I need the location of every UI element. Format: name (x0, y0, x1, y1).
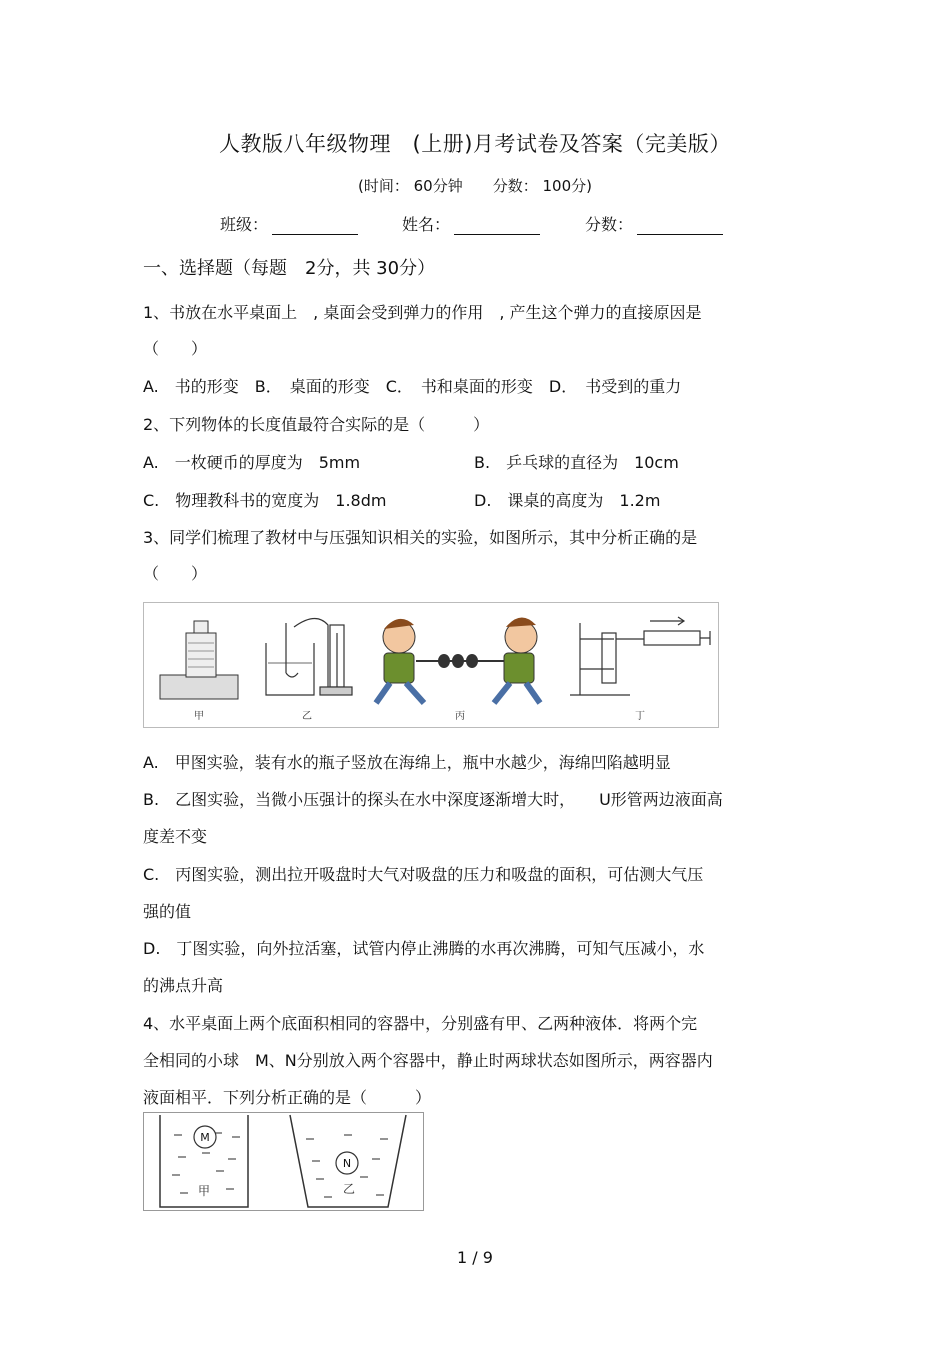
class-field (220, 212, 358, 235)
liquid-a-label: 甲 (197, 1184, 211, 1198)
tug-of-war-diagram (376, 617, 540, 703)
q3-option-d-line2: 的沸点升高 (143, 976, 224, 995)
q4-containers-illustration (144, 1113, 423, 1210)
name-field (402, 212, 540, 235)
q3-option-a: A. 甲图实验，装有水的瓶子竖放在海绵上，瓶中水越少，海绵凹陷越明显 (143, 753, 671, 772)
q4-stem-line1: 4、水平桌面上两个底面积相同的容器中，分别盛有甲、乙两种液体．将两个完 (143, 1014, 698, 1033)
fig-label-a: 甲 (194, 711, 204, 722)
q4-figure (143, 1112, 424, 1211)
q3-option-b-line1: B. 乙图实验，当微小压强计的探头在水中深度逐渐增大时， U形管两边液面高 (143, 790, 723, 809)
score-field (585, 212, 723, 235)
q1-answer-paren: （ ） (143, 339, 208, 358)
q3-answer-paren: （ ） (143, 564, 208, 583)
q3-option-c-line1: C. 丙图实验，测出拉开吸盘时大气对吸盘的压力和吸盘的面积，可估测大气压 (143, 865, 704, 884)
fig-label-b: 乙 (302, 711, 312, 722)
fig-label-c: 丙 (455, 711, 465, 722)
class-label: 班级： (220, 215, 269, 234)
section-heading: 一、选择题（每题 2分，共 30分） (143, 258, 436, 279)
page-number: 1 / 9 (457, 1248, 493, 1267)
q2-stem: 2、下列物体的长度值最符合实际的是（ ） (143, 415, 490, 434)
bottle-on-sponge-diagram (160, 621, 238, 699)
q1-stem: 1、书放在水平桌面上 , 桌面会受到弹力的作用 , 产生这个弹力的直接原因是 (143, 303, 702, 322)
q2-option-b: B. 乒乓球的直径为 10cm (474, 453, 679, 472)
page-title: 人教版八年级物理 (上册)月考试卷及答案（完美版） (219, 132, 731, 156)
q4-stem-line2: 全相同的小球 M、N分别放入两个容器中，静止时两球状态如图所示，两容器内 (143, 1051, 713, 1070)
liquid-b-label: 乙 (342, 1182, 356, 1196)
pressure-gauge-diagram (266, 618, 352, 695)
q3-option-c-line2: 强的值 (143, 902, 192, 921)
name-label: 姓名： (402, 215, 451, 234)
q3-option-d-line1: D. 丁图实验，向外拉活塞，试管内停止沸腾的水再次沸腾，可知气压减小，水 (143, 939, 705, 958)
q3-option-b-line2: 度差不变 (143, 827, 208, 846)
q2-option-a: A. 一枚硬币的厚度为 5mm (143, 453, 361, 472)
score-label: 分数： (585, 215, 634, 234)
syringe-apparatus-diagram (570, 617, 710, 695)
q3-experiments-illustration (144, 603, 718, 727)
class-blank (272, 218, 358, 235)
ball-m-label: M (200, 1131, 210, 1144)
q2-option-c: C. 物理教科书的宽度为 1.8dm (143, 491, 387, 510)
q3-stem: 3、同学们梳理了教材中与压强知识相关的实验，如图所示，其中分析正确的是 (143, 528, 698, 547)
q3-figure (143, 602, 719, 728)
fig-label-d: 丁 (635, 711, 645, 722)
score-blank (637, 218, 723, 235)
exam-time-score: (时间： 60分钟 分数： 100分) (358, 177, 592, 195)
q2-option-d: D. 课桌的高度为 1.2m (474, 491, 661, 510)
ball-n-label: N (342, 1157, 352, 1170)
q1-options: A. 书的形变 B． 桌面的形变 C． 书和桌面的形变 D． 书受到的重力 (143, 377, 682, 396)
q4-stem-line3: 液面相平．下列分析正确的是（ ） (143, 1088, 432, 1107)
name-blank (454, 218, 540, 235)
